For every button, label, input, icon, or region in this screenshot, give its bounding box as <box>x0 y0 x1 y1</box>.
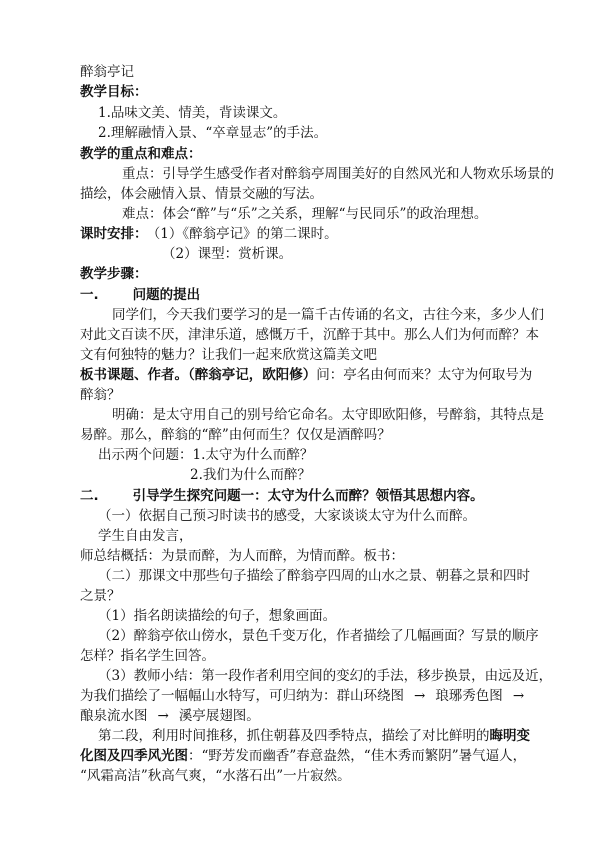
questions-intro: 出示两个问题： <box>98 447 193 463</box>
schedule-item: （2）课型：赏析课。 <box>162 246 293 262</box>
arrow-icon: → <box>512 688 525 704</box>
mingque-line: 明确：是太守用自己的别号给它命名。太守即欧阳修，号醉翁，其特点是 <box>112 407 544 423</box>
sec2-paragraph: 师总结概括：为景而醉，为人而醉，为情而醉。板书： <box>80 548 404 564</box>
section-number: 一. <box>80 287 99 303</box>
question-item: 2.我们为什么而醉？ <box>190 467 311 483</box>
sec2-paragraph <box>80 746 526 766</box>
bold-term: 化图及四季风光图 <box>80 748 188 764</box>
second-paragraph-text: 第二段，利用时间推移，抓住朝暮及四季特点，描绘了对比鲜明的 <box>98 728 490 744</box>
section-one-heading <box>80 285 200 305</box>
sec2-paragraph: （二）那课文中那些句子描绘了醉翁亭四周的山水之景、朝暮之景和四时 <box>98 568 530 584</box>
question-item: 1.太守为什么而醉？ <box>192 447 314 463</box>
sec2-paragraph: 学生自由发言， <box>98 528 193 544</box>
key-points-heading: 教学的重点和难点： <box>80 146 202 162</box>
schedule-item: （1）《醉翁亭记》的第二课时。 <box>153 226 338 242</box>
sec2-paragraph: “风霜高洁”秋高气爽，“水落石出”一片寂然。 <box>80 768 351 784</box>
board-line <box>80 365 532 385</box>
scene-text: 为我们描绘了一幅幅山水特写，可归纳为：群山环绕图 <box>80 688 404 704</box>
sec2-paragraph: （一）依据自己预习时读书的感受，大家谈谈太守为什么而醉。 <box>98 508 476 524</box>
schedule-heading: 课时安排： <box>80 226 148 242</box>
arrow-icon: → <box>157 708 169 724</box>
scene-line <box>80 706 260 726</box>
nandian-line: 难点：体会“醉”与“乐”之关系，理解“与民同乐”的政治理想。 <box>122 206 488 222</box>
section-title: 引导学生探究问题一：太守为什么而醉？领悟其思想内容。 <box>132 488 484 504</box>
intro-line: 对此文百读不厌，津津乐道，感慨万千，沉醉于其中。那么人们为何而醉？本 <box>80 327 539 343</box>
sec2-paragraph: （2）醉翁亭依山傍水，景色千变万化，作者描绘了几幅画面？写景的顺序 <box>98 628 539 644</box>
intro-line: 文有何独特的魅力？让我们一起来欣赏这篇美文吧 <box>80 347 377 363</box>
sec2-paragraph: （1）指名朗读描绘的句子，想象画面。 <box>98 608 337 624</box>
objective-item: 2.理解融情入景、“卒章显志”的手法。 <box>98 125 328 141</box>
scene-line <box>80 686 534 706</box>
schedule-line <box>80 224 338 244</box>
sec2-paragraph <box>98 726 530 746</box>
section-two-heading <box>80 486 484 506</box>
section-title: 问题的提出 <box>132 287 201 303</box>
questions-line <box>98 445 313 465</box>
intro-line: 同学们，今天我们要学习的是一篇千古传诵的名文，古往今来，多少人们 <box>112 307 544 323</box>
document-title: 醉翁亭记 <box>80 64 134 80</box>
sec2-paragraph: 怎样？指名学生回答。 <box>80 648 215 664</box>
sec2-paragraph: （3）教师小结：第一段作者利用空间的变幻的手法，移步换景，由远及近， <box>98 668 553 684</box>
season-text: ：“野芳发而幽香”春意盎然，“佳木秀而繁阴”暑气逼人， <box>188 748 527 764</box>
mingque-line: 易醉。那么，醉翁的“醉”由何而生？仅仅是酒醉吗？ <box>80 427 391 443</box>
arrow-icon: → <box>414 688 426 704</box>
scene-langya: 琅琊秀色图 <box>435 688 503 704</box>
objectives-heading: 教学目标： <box>80 84 148 100</box>
bold-term: 晦明变 <box>489 728 530 744</box>
scene-xiting: 溪亭展翅图。 <box>178 708 260 724</box>
objective-item: 1.品味文美、情美，背读课文。 <box>98 105 287 121</box>
zhongdian-line: 描绘，体会融情入景、情景交融的写法。 <box>80 186 323 202</box>
board-line: 醉翁？ <box>80 387 121 403</box>
board-title: 板书课题、作者。（醉翁亭记，欧阳修） <box>80 367 317 383</box>
board-question: 问：亭名由何而来？太守为何取号为 <box>316 367 533 383</box>
section-number: 二. <box>80 488 99 504</box>
zhongdian-line: 重点：引导学生感受作者对醉翁亭周围美好的自然风光和人物欢乐场景的 <box>122 166 554 182</box>
scene-niangquan: 酿泉流水图 <box>80 708 148 724</box>
sec2-paragraph: 之景？ <box>80 588 121 604</box>
steps-heading: 教学步骤： <box>80 266 148 282</box>
